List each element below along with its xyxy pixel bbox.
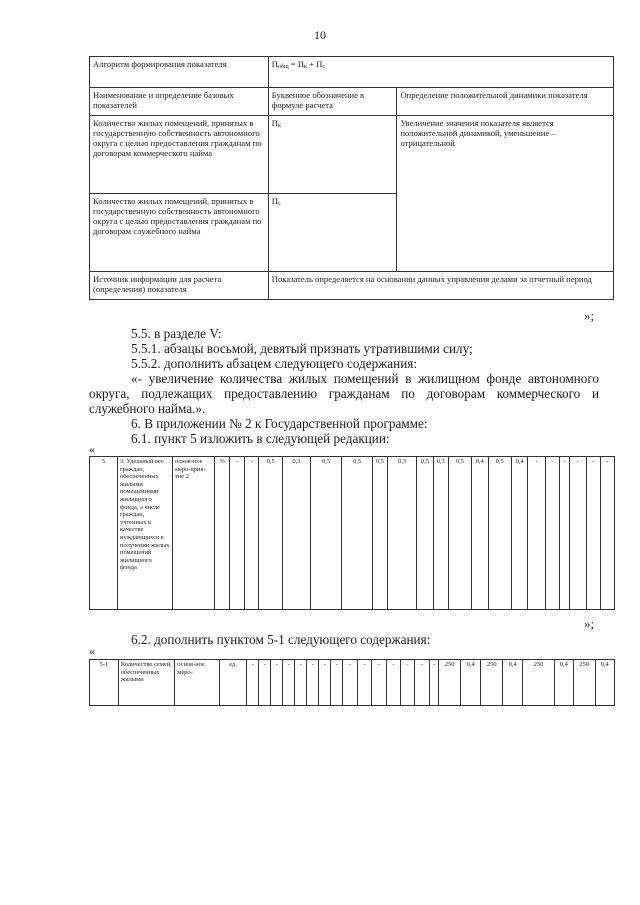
value-cell: - <box>319 660 331 706</box>
indicator-name: Количество семей, обеспеченных жилыми <box>118 660 174 706</box>
value-cell: - <box>570 457 586 610</box>
program-table-item-5 <box>89 456 615 610</box>
table-cell: Определение положительной динамики показателя <box>397 88 614 116</box>
value-cell: - <box>429 660 439 706</box>
table-cell: Пк <box>268 116 397 194</box>
table-row <box>90 457 615 610</box>
formula-cell <box>268 57 613 88</box>
indicator-type: основ-ное меро- <box>175 660 219 706</box>
value-cell: 0,5 <box>417 457 433 610</box>
table-row <box>90 660 615 706</box>
opening-quote: « <box>89 644 95 658</box>
value-cell: 0,4 <box>511 457 527 610</box>
value-cell: - <box>559 457 570 610</box>
indicator-table <box>89 56 614 300</box>
table-cell: Буквенное обозначение в формуле расчета <box>268 88 397 116</box>
value-cell: - <box>245 457 259 610</box>
formula: Побщ = Пк + Пс <box>271 59 325 70</box>
value-cell: - <box>247 660 259 706</box>
table-row <box>90 272 614 300</box>
value-cell: - <box>528 457 546 610</box>
value-cell: 250 <box>523 660 554 706</box>
unit: % <box>215 457 230 610</box>
indicator-type: основ-ное меро-прия-тие 2 <box>173 457 215 610</box>
value-cell: 250 <box>481 660 503 706</box>
table-row <box>90 116 614 194</box>
page-number: 10 <box>314 28 326 42</box>
value-cell: 0,5 <box>448 457 471 610</box>
paragraph: «- увеличение количества жилых помещений в жилищном фонде автономного округа, подлежащих предоставлению гражданам по договорам коммерческого и служебного найма.». <box>89 371 599 416</box>
value-cell: - <box>331 660 343 706</box>
table-row <box>90 57 614 88</box>
value-cell: 0,4 <box>595 660 614 706</box>
item-number: 5 <box>90 457 118 610</box>
value-cell: - <box>545 457 559 610</box>
value-cell: 250 <box>573 660 595 706</box>
table-cell: Количество жилых помещений, принятых в государственную собственность автономного округа с целью предоставления гражданам по договорам коммерческого найма <box>90 116 269 194</box>
closing-quote: »; <box>584 616 595 631</box>
opening-quote: « <box>89 442 95 456</box>
value-cell: 250 <box>439 660 461 706</box>
table-cell: Количество жилых помещений, принятых в государственную собственность автономного округа с целью предоставления гражданам по договорам служебного найма <box>90 194 269 272</box>
program-table-item-5-1 <box>89 659 615 706</box>
paragraph: 5.5. в разделе V: <box>131 326 222 341</box>
value-cell: - <box>357 660 371 706</box>
paragraph: 6.2. дополнить пунктом 5-1 следующего содержания: <box>131 632 431 647</box>
value-cell: 0,5 <box>259 457 282 610</box>
value-cell: - <box>283 660 295 706</box>
table-cell: Алгоритм формирования показателя <box>90 57 269 88</box>
paragraph: 5.5.2. дополнить абзацем следующего содержания: <box>131 356 417 371</box>
value-cell: - <box>586 457 600 610</box>
value-cell: 0,4 <box>472 457 488 610</box>
value-cell: 0,3 <box>388 457 417 610</box>
value-cell: 0,5 <box>342 457 372 610</box>
value-cell: - <box>400 660 414 706</box>
value-cell: 0,4 <box>554 660 573 706</box>
table-cell: Пс <box>268 194 397 272</box>
value-cell: 0,3 <box>433 457 448 610</box>
table-cell: Наименование и определение базовых показателей <box>90 88 269 116</box>
value-cell: - <box>372 660 386 706</box>
paragraph: 6.1. пункт 5 изложить в следующей редакции: <box>131 431 390 446</box>
table-row <box>90 88 614 116</box>
paragraph: 6. В приложении № 2 к Государственной программе: <box>131 416 428 431</box>
table-cell: Показатель определяется на основании данных управления делами за отчетный период <box>268 272 613 300</box>
value-cell: 0,5 <box>372 457 387 610</box>
value-cell: 0,3 <box>282 457 310 610</box>
value-cell: 0,5 <box>488 457 511 610</box>
value-cell: - <box>307 660 319 706</box>
unit: ед. <box>219 660 247 706</box>
value-cell: 0,4 <box>461 660 481 706</box>
value-cell: - <box>230 457 245 610</box>
indicator-name: 3. Удельный вес граждан, обеспеченных жилыми помещениями жилищного фонда, а числе граждан, учтенных в качестве нуждающихся в получении жилых помещений жилищного фонда <box>118 457 173 610</box>
paragraph: 5.5.1. абзацы восьмой, девятый признать утратившими силу; <box>131 341 473 356</box>
value-cell: - <box>386 660 400 706</box>
value-cell: - <box>295 660 307 706</box>
value-cell: - <box>259 660 271 706</box>
value-cell: - <box>415 660 429 706</box>
closing-quote: »; <box>584 308 595 323</box>
value-cell: - <box>600 457 614 610</box>
item-number: 5-1 <box>90 660 119 706</box>
table-cell: Увеличение значения показателя является положительной динамикой, уменьшение – отрицательной <box>397 116 614 272</box>
value-cell: 0,5 <box>310 457 342 610</box>
value-cell: 0,4 <box>503 660 523 706</box>
value-cell: - <box>343 660 357 706</box>
table-cell: Источник информации для расчета (определения) показателя <box>90 272 269 300</box>
value-cell: - <box>271 660 283 706</box>
